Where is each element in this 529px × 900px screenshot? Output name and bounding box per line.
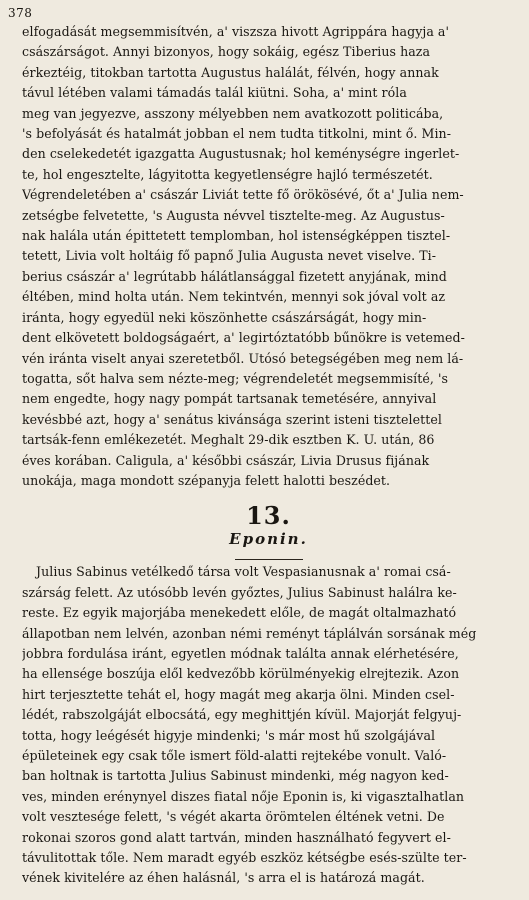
text-line: vén iránta viselt anyai szeretetből. Utósó betegségében meg nem lá- <box>22 350 464 366</box>
text-line: togatta, sőt halva sem nézte-meg; végrendeletét megsemmisíté, 's <box>22 370 448 386</box>
text-line: vének kivitelére az éhen halásnál, 's arra el is határozá magát. <box>22 870 425 886</box>
text-line: zetségbe felvetette, 's Augusta névvel tisztelte-meg. Az Augustus- <box>22 207 445 223</box>
text-line: tartsák-fenn emlékezetét. Meghalt 29-dik esztben K. U. után, 86 <box>22 432 435 448</box>
text-line: távulitottak tőle. Nem maradt egyéb eszköz kétségbe esés-szülte ter- <box>22 850 467 866</box>
text-line: rokonai szoros gond alatt tartván, minden használható fegyvert el- <box>22 829 451 845</box>
text-line: éves korában. Caligula, a' későbbi császár, Livia Drusus fijának <box>22 452 430 468</box>
text-line: nem engedte, hogy nagy pompát tartsanak temetésére, annyival <box>22 391 437 407</box>
text-line: nak halála után épittetett templomban, hol istenségképpen tisztel- <box>22 228 451 244</box>
text-line: tetett, Livia volt holtáig fő papnő Julia Augusta nevet viselve. Ti- <box>22 248 437 264</box>
text-line: volt vesztesége felett, 's végét akarta örömtelen éltének vetni. De <box>22 809 445 825</box>
text-line: meg van jegyezve, asszony mélyebben nem avatkozott politicába, <box>22 105 444 121</box>
text-line: ha ellensége boszúja elől kedvezőbb körülményekig elrejtezik. Azon <box>22 666 460 682</box>
text-line: kevésbbé azt, hogy a' senátus kivánsága szerint isteni tisztelettel <box>22 411 442 427</box>
text-line: lédét, rabszolgáját elbocsátá, egy meghittjén kívül. Majorját felgyuj- <box>22 707 462 723</box>
page-number: 378 <box>8 6 33 20</box>
paragraph-eponin <box>22 562 515 889</box>
text-line: unokája, maga mondott szépanyja felett halotti beszédet. <box>22 472 391 488</box>
title-underline <box>235 559 303 560</box>
text-line: totta, hogy leégését higyje mindenki; 's már most hű szolgájával <box>22 727 436 743</box>
text-line: Végrendeletében a' császár Liviát tette fő örökösévé, őt a' Julia nem- <box>22 187 464 203</box>
text-line: épületeinek egy csak tőle ismert föld-alatti rejtekébe vonult. Való- <box>22 748 447 763</box>
text-line: császárságot. Annyi bizonyos, hogy sokáig, egész Tiberius haza <box>22 44 431 60</box>
text-line: jobbra fordulása iránt, egyetlen módnak találta annak elérhetésére, <box>22 645 459 661</box>
text-line: 's befolyását és hatalmát jobban el nem tudta titkolni, mint ő. Min- <box>22 126 452 142</box>
text-line: ves, minden erénynyel diszes fiatal nője Eponin is, ki vigasztalhatlan <box>22 788 465 804</box>
text-line: den cselekedetét igazgatta Augustusnak; hol keménységre ingerlet- <box>22 146 460 162</box>
section-title: Eponin. <box>229 530 308 549</box>
paragraph-livia <box>22 22 515 491</box>
section-number: 13. <box>246 501 291 531</box>
text-line: ban holtnak is tartotta Julius Sabinust mindenki, még nagyon ked- <box>22 768 449 784</box>
text-line: távul létében valami támadás talál kiütni. Soha, a' mint róla <box>22 85 407 101</box>
text-line: szárság felett. Az utósóbb levén győztes, Julius Sabinust halálra ke- <box>22 584 457 600</box>
text-line: állapotban nem lelvén, azonban némi reményt táplálván sorsának még <box>22 625 477 641</box>
text-line: Julius Sabinus vetélkedő társa volt Vespasianusnak a' romai csá- <box>36 564 451 580</box>
text-line: reste. Ez egyik majorjába menekedett előle, de magát oltalmazható <box>22 605 457 621</box>
text-line: éltében, mind holta után. Nem tekintvén, mennyi sok jóval volt az <box>22 289 446 305</box>
text-line: te, hol engesztelte, lágyitotta kegyetlenségre hajló természetét. <box>22 166 433 182</box>
text-line: iránta, hogy egyedül neki köszönhette császárságát, hogy min- <box>22 309 427 325</box>
text-line: elfogadását megsemmisítvén, a' viszsza hivott Agrippára hagyja a' <box>22 24 450 39</box>
text-line: hirt terjesztette tehát el, hogy magát meg akarja ölni. Minden csel- <box>22 686 455 702</box>
text-line: berius császár a' legrútabb hálátlansággal fizetett anyjának, mind <box>22 268 447 284</box>
text-line: érkeztéig, titokban tartotta Augustus halálát, félvén, hogy annak <box>22 64 439 80</box>
text-line: dent elkövetett boldogságaért, a' legirtóztatóbb bűnökre is vetemed- <box>22 330 465 346</box>
